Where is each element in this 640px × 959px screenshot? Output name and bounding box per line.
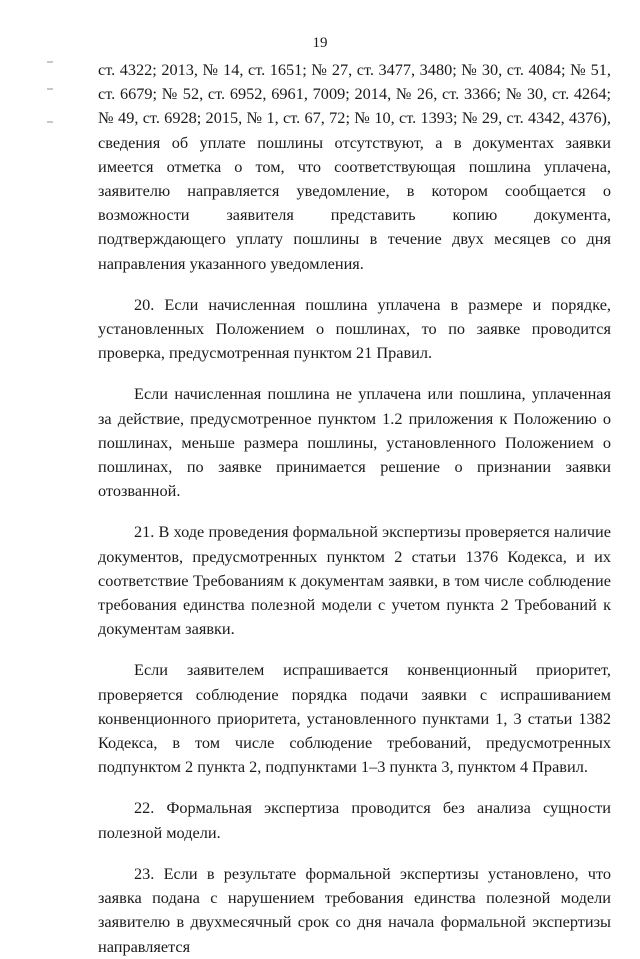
paragraph-21-priority: Если заявителем испрашивается конвенционный приоритет, проверяется соблюдение порядка подачи заявки с испрашиванием конвенционного приоритета, установленного пунктами 1, 3 статьи 1382 Кодекса, в том числе соблюдение требований, предусмотренных подпунктом 2 пункта 2, подпунктами 1–3 пункта 3, пунктом 4 Правил.: [98, 660, 611, 777]
page-number: 19: [312, 35, 328, 51]
paragraph-20: 20. Если начисленная пошлина уплачена в размере и порядке, установленных Положением о пошлинах, то по заявке проводится проверка, предусмотренная пунктом 21 Правил.: [98, 294, 611, 363]
scan-artifact-mark: [47, 121, 53, 123]
paragraph-continuation: ст. 4322; 2013, № 14, ст. 1651; № 27, ст. 3477, 3480; № 30, ст. 4084; № 51, ст. 6679; № 52, ст. 6952, 6961, 7009; 2014, № 26, ст. 3366; № 30, ст. 4264; № 49, ст. 6928; 2015, № 1, ст. 67, 72; № 10, ст. 1393; № 29, ст. 4342, 4376), сведения об уплате пошлины отсутствуют, а в документах заявки имеется отметка о том, что соответствующая пошлина уплачена, заявителю направляется уведомление, в котором сообщается о возможности заявителя представить копию документа, подтверждающего уплату пошлины в течение двух месяцев со дня направления указанного уведомления.: [98, 60, 611, 273]
paragraph-20-unpaid: Если начисленная пошлина не уплачена или пошлина, уплаченная за действие, предусмотренное пунктом 1.2 приложения к Положению о пошлинах, меньше размера пошлины, установленного Положением о пошлинах, по заявке принимается решение о признании заявки отозванной.: [98, 384, 611, 501]
scan-artifact-mark: [47, 88, 53, 90]
paragraph-23: 23. Если в результате формальной экспертизы установлено, что заявка подана с нарушением требования единства полезной модели заявителю в двухмесячный срок со дня начала формальной экспертизы направляется: [98, 863, 611, 956]
scan-artifact-mark: [47, 61, 53, 63]
paragraph-22: 22. Формальная экспертиза проводится без анализа сущности полезной модели.: [98, 798, 611, 842]
paragraph-21: 21. В ходе проведения формальной экспертизы проверяется наличие документов, предусмотренных пунктом 2 статьи 1376 Кодекса, и их соответствие Требованиям к документам заявки, в том числе соблюдение требования единства полезной модели с учетом пункта 2 Требований к документам заявки.: [98, 522, 611, 639]
document-body: [98, 58, 611, 959]
